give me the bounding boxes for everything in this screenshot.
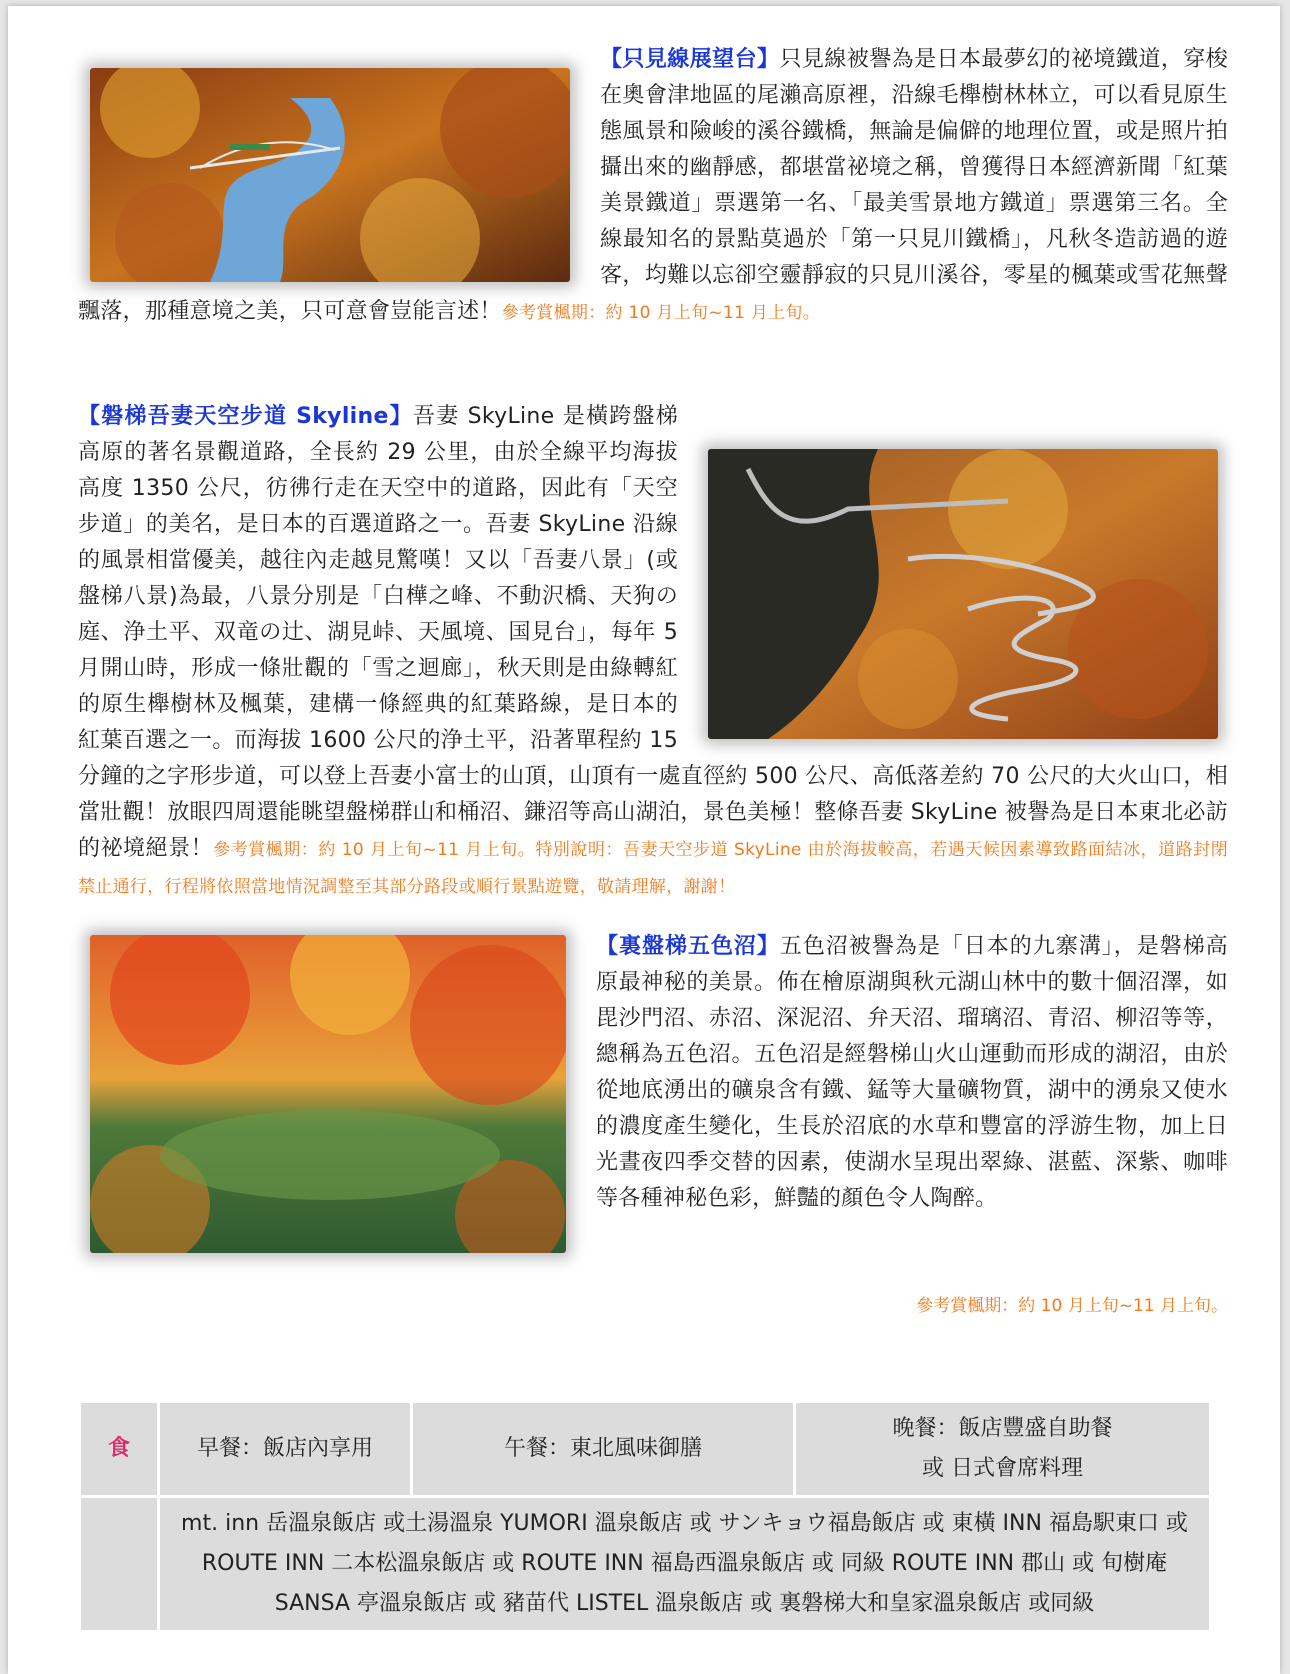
dinner-line-1: 晚餐：飯店豐盛自助餐 <box>892 1416 1113 1441</box>
skyline-road-image <box>708 449 1218 739</box>
section-tadami-note: 參考賞楓期：約 10 月上旬~11 月上旬。 <box>501 303 821 323</box>
hotel-row <box>80 1497 1211 1632</box>
meals-row <box>80 1402 1211 1497</box>
section-goshikinuma-title: 【裏盤梯五色沼】 <box>596 934 780 959</box>
section-tadami-paragraph <box>78 42 1228 331</box>
section-skyline-text: 吾妻 SkyLine 是橫跨盤梯高原的著名景觀道路，全長約 29 公里，由於全線平均海拔高度 1350 公尺，彷彿行走在天空中的道路，因此有「天空步道」的美名，是日本的百選道路之一。吾妻 SkyLine 沿線的風景相當優美，越往內走越見驚嘆！又以「吾妻八景」(或盤梯八景)為最，八景分別是「白樺之峰、不動沢橋、天狗の庭、浄土平、双竜の辻、湖見峠、天風境、国見台」，每年 5 月開山時，形成一條壯觀的「雪之迴廊」，秋天則是由綠轉紅的原生櫸樹林及楓葉，建構一條經典的紅葉路線，是日本的紅葉百選之一。而海拔 1600 公尺的浄土平，沿著單程約 15 分鐘的之字形步道，可以登上吾妻小富士的山頂，山頂有一處直徑約 500 公尺、高低落差約 70 公尺的大火山口，相當壯觀！放眼四周還能眺望盤梯群山和桶沼、鎌沼等高山湖泊，景色美極！整條吾妻 SkyLine 被譽為是日本東北必訪的祕境絕景！ <box>78 404 1228 861</box>
hotel-cell: mt. inn 岳溫泉飯店 或土湯溫泉 YUMORI 溫泉飯店 或 サンキョウ福島飯店 或 東橫 INN 福島駅東口 或 ROUTE INN 二本松溫泉飯店 或 ROUTE INN 福島西溫泉飯店 或 同級 ROUTE INN 郡山 或 旬樹庵 SANSA 亭溫泉飯店 或 豬苗代 LISTEL 溫泉飯店 或 裏磐梯大和皇家溫泉飯店 或同級 <box>159 1497 1211 1632</box>
section-goshikinuma-paragraph <box>78 929 1228 1217</box>
section-goshikinuma <box>78 929 1228 1316</box>
lunch-cell: 午餐：東北風味御膳 <box>412 1402 795 1497</box>
dinner-line-2: 或 日式會席料理 <box>922 1456 1083 1481</box>
section-goshikinuma-text: 五色沼被譽為是「日本的九寨溝」，是磐梯高原最神秘的美景。佈在檜原湖與秋元湖山林中的數十個沼澤，如毘沙門沼、赤沼、深泥沼、弁天沼、瑠璃沼、青沼、柳沼等等，總稱為五色沼。五色沼是經磐梯山火山運動而形成的湖沼，由於從地底湧出的礦泉含有鐵、錳等大量礦物質，湖中的湧泉又使水的濃度產生變化，生長於沼底的水草和豐富的浮游生物，加上日光晝夜四季交替的因素，使湖水呈現出翠綠、湛藍、深紫、咖啡等各種神秘色彩，鮮豔的顏色令人陶醉。 <box>596 934 1228 1211</box>
section-goshikinuma-note: 參考賞楓期：約 10 月上旬~11 月上旬。 <box>916 1296 1228 1316</box>
skyline-road-photo <box>708 449 1218 739</box>
dinner-cell <box>795 1402 1211 1497</box>
section-skyline-title: 【磐梯吾妻天空步道 Skyline】 <box>78 404 413 429</box>
content-area <box>78 42 1228 1316</box>
goshikinuma-photo <box>90 935 566 1253</box>
section-tadami-title: 【只見線展望台】 <box>600 47 780 72</box>
hotel-label-cell <box>80 1497 159 1632</box>
tadami-bridge-image <box>90 68 570 282</box>
goshikinuma-image <box>90 935 566 1253</box>
itinerary-page <box>8 6 1280 1674</box>
meals-label: 食 <box>80 1402 159 1497</box>
breakfast-cell: 早餐：飯店內享用 <box>159 1402 412 1497</box>
section-skyline-paragraph <box>78 399 1228 905</box>
tadami-bridge-photo <box>90 68 570 282</box>
meals-hotel-table <box>78 1400 1212 1633</box>
section-skyline <box>78 399 1228 905</box>
section-skyline-note: 參考賞楓期：約 10 月上旬~11 月上旬。特別說明：吾妻天空步道 SkyLine 由於海拔較高，若遇天候因素導致路面結冰，道路封閉禁止通行，行程將依照當地情況調整至其部分路段或順行景點遊覽，敬請理解，謝謝！ <box>78 840 1229 897</box>
section-tadami-line <box>78 42 1228 387</box>
section-tadami-text: 只見線被譽為是日本最夢幻的祕境鐵道，穿梭在奧會津地區的尾瀨高原裡，沿線毛櫸樹林林立，可以看見原生態風景和險峻的溪谷鐵橋，無論是偏僻的地理位置，或是照片拍攝出來的幽靜感，都堪當祕境之稱，曾獲得日本經濟新聞「紅葉美景鐵道」票選第一名、「最美雪景地方鐵道」票選第三名。全線最知名的景點莫過於「第一只見川鐵橋」，凡秋冬造訪過的遊客，均難以忘卻空靈靜寂的只見川溪谷，零星的楓葉或雪花無聲飄落，那種意境之美，只可意會豈能言述！ <box>78 47 1228 324</box>
